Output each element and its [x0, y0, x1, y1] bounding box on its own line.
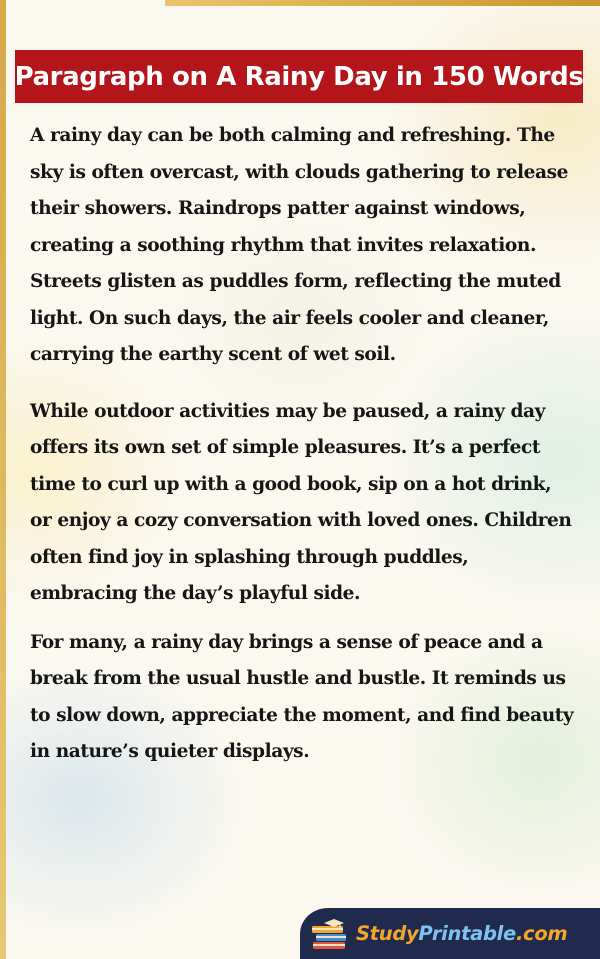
logo-study-text: Study	[356, 922, 419, 945]
article-body	[30, 118, 578, 771]
paragraph-2: While outdoor activities may be paused, a rainy day offers its own set of simple pleasures. It’s a perfect time to curl up with a good book, sip on a hot drink, or enjoy a cozy conversation with loved ones. Children often find joy in splashing through puddles, embracing the day’s playful side.	[30, 400, 572, 604]
left-gold-border	[0, 0, 6, 959]
page-title: Paragraph on A Rainy Day in 150 Words	[14, 61, 584, 92]
top-gold-border	[165, 0, 600, 6]
title-banner	[15, 50, 583, 103]
logo-printable-text: Printable	[418, 922, 516, 945]
brand-logo	[356, 922, 567, 945]
books-icon	[310, 915, 350, 953]
paragraph-3: For many, a rainy day brings a sense of peace and a break from the usual hustle and bustle. It reminds us to slow down, appreciate the moment, and find beauty in nature’s quieter displays.	[30, 631, 574, 762]
brand-footer	[300, 908, 600, 959]
paragraph-1: A rainy day can be both calming and refreshing. The sky is often overcast, with clouds gathering to release their showers. Raindrops patter against windows, creating a soothing rhythm that invites relaxation. Streets glisten as puddles form, reflecting the muted light. On such days, the air feels cooler and cleaner, carrying the earthy scent of wet soil.	[30, 125, 568, 365]
logo-com-text: .com	[515, 922, 568, 945]
